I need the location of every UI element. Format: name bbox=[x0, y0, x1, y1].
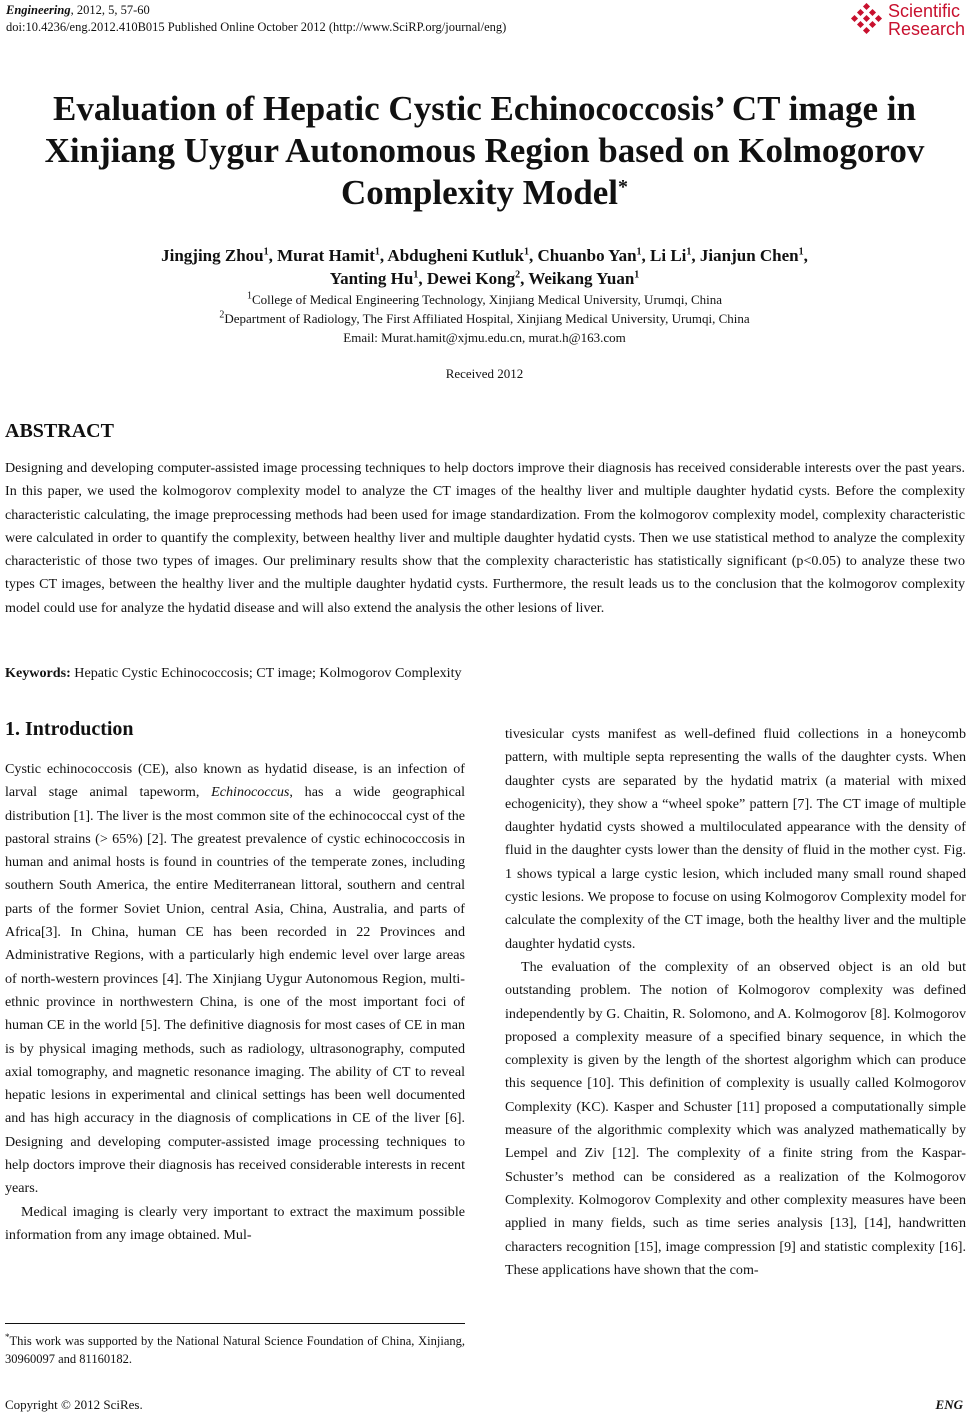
scirp-logo-icon bbox=[850, 3, 884, 37]
keywords-text: Hepatic Cystic Echinococcosis; CT image; Kolmogorov Complexity bbox=[70, 665, 462, 681]
paragraph: tivesicular cysts manifest as well-defined fluid collections in a honeycomb pattern, with multiple septa representing the walls of the daughter cysts. When daughter cysts are separated by the hydatid matrix (a material with mixed echogenicity), they show a “wheel spoke” pattern [7]. The CT image of multiple daughter hydatid cysts showed a multiloculated appearance with the density of fluid in the daughter cysts lower than the density of fluid in the mother cyst. Fig. 1 shows typical a large cystic lesion, which included many small round shaped cystic lesions. We propose to focuse on using Kolmogorov Complexity model for calculate the complexity of the CT image, both the healthy liver and the multiple daughter hydatid cysts. bbox=[505, 726, 966, 952]
affiliation: Department of Radiology, The First Affiliated Hospital, Xinjiang Medical University, Urumqi, China bbox=[224, 311, 750, 326]
copyright-footer: Copyright © 2012 SciRes. bbox=[5, 1397, 143, 1412]
author-list: Jingjing Zhou$^1$, Murat Hamit$^1$, Abdugheni Kutluk$^1$, Chuanbo Yan$^1$, Li Li$^1$, Jianjun Chen$^1$, Yanting Hu$^1$, Dewei Kong$^2$, Weikang Yuan$^1$ bbox=[161, 246, 808, 288]
title-footnote-mark: * bbox=[618, 176, 629, 198]
author-affiliation-mark: 1 bbox=[413, 269, 419, 281]
logo-line2: Research bbox=[887, 19, 965, 39]
journal-abbrev-footer: ENG bbox=[935, 1397, 963, 1412]
author-affiliation-mark: 1 bbox=[636, 246, 642, 258]
doi-line: doi:10.4236/eng.2012.410B015 Published Online October 2012 (http://www.SciRP.org/journal/eng) bbox=[6, 20, 507, 34]
paragraph: Cystic echinococcosis (CE), also known as hydatid disease, is an infection of larval stage animal tapeworm, Echinococcus, has a wide geographical distribution [1]. The liver is the most common site of the echinococcal cyst of the pastoral strains (> 65%) [2]. The greatest prevalence of cystic echinococcosis in human and animal hosts is found in countries of the temperate zones, including southern South America, the entire Mediterranean littoral, southern and central parts of the former Soviet Union, central Asia, China, Australia, and parts of Africa[3]. In China, human CE has been recorded in 22 Provinces and Administrative Regions, with a particularly high endemic level over large areas of north-western provinces [4]. The Xinjiang Uygur Autonomous Region, multi-ethnic province in northwestern China, is one of the most important foci of human CE in the world [5]. The definitive diagnosis for most cases of CE in man is by physical imaging methods, such as radiology, ultrasonography, computed axial tomography, and magnetic resonance imaging. The ability of CT to reveal hepatic lesions in experimental and clinical settings has been well documented and has high accuracy in the diagnosis of complications in CE of the liver [6]. Designing and developing computer-assisted image processing techniques to help doctors improve their diagnosis has received considerable interests in recent years. bbox=[5, 761, 465, 1197]
author: Jingjing Zhou bbox=[161, 246, 264, 265]
author-affiliation-mark: 1 bbox=[634, 269, 640, 281]
journal-name: Engineering bbox=[6, 3, 71, 17]
publisher-logo bbox=[850, 2, 965, 38]
title-line2: Xinjiang Uygur Autonomous Region based on Kolmogorov bbox=[44, 131, 925, 170]
paper-title bbox=[0, 88, 969, 214]
keywords-label: Keywords: bbox=[5, 665, 71, 681]
keywords bbox=[5, 665, 462, 682]
abstract-heading: ABSTRACT bbox=[5, 420, 114, 442]
paragraph: The evaluation of the complexity of an observed object is an old but outstanding problem. The notion of Kolmogorov complexity was defined independently by G. Chaitin, R. Solomono, and A. Kolmogorov [8]. Kolmogorov proposed a complexity measure of a specified binary sequence, in which the complexity is given by the length of the shortest algorighm which can produce this sequence [10]. This definition of complexity is usually called Kolmogorov Complexity (KC). Kasper and Schuster [11] proposed a computationally simple measure of the algorithmic complexity which was analyzed mathematically by Lempel and Ziv [12]. The complexity of a finite string from the Kaspar-Schuster’s method can be considered as a realization of the Kolmogorov Complexity. Kolmogorov Complexity and other complexity measures have been applied in many fields, such as time series analysis [13], [14], handwritten characters recognition [15], image compression [9] and statistic complexity [16]. These applications have shown that the com- bbox=[505, 958, 966, 1278]
title-line3: Complexity Model bbox=[340, 173, 619, 212]
journal-volume: , 2012, 5, 57-60 bbox=[70, 3, 150, 17]
received-date: Received 2012 bbox=[445, 366, 524, 381]
footnote-divider bbox=[5, 1323, 465, 1324]
affiliation: College of Medical Engineering Technology, Xinjiang Medical University, Urumqi, China bbox=[251, 292, 723, 307]
author: Yanting Hu bbox=[329, 269, 414, 288]
logo-line1: Scientific bbox=[887, 1, 960, 21]
right-column bbox=[505, 723, 966, 1282]
paragraph: Medical imaging is clearly very important to extract the maximum possible information from any image obtained. Mul- bbox=[5, 1203, 465, 1243]
author: Jianjun Chen bbox=[699, 246, 799, 265]
author-affiliation-mark: 2 bbox=[515, 269, 521, 281]
title-line1: Evaluation of Hepatic Cystic Echinococcosis’ CT image in bbox=[53, 89, 916, 128]
author-affiliation-mark: 1 bbox=[374, 246, 380, 258]
section-heading: 1. Introduction bbox=[5, 718, 134, 740]
author: Murat Hamit bbox=[277, 246, 375, 265]
email-line: Email: Murat.hamit@xjmu.edu.cn, murat.h@163.com bbox=[343, 330, 626, 345]
author: Li Li bbox=[650, 246, 687, 265]
author-affiliation-mark: 1 bbox=[523, 246, 529, 258]
footnote: *This work was supported by the National Natural Science Foundation of China, Xinjiang, 30960097 and 81160182. bbox=[5, 1332, 465, 1367]
author: Weikang Yuan bbox=[528, 269, 635, 288]
abstract-text: Designing and developing computer-assisted image processing techniques to help doctors improve their diagnosis has received considerable interests over the past years. In this paper, we used the kolmogorov complexity model to analyze the CT images of the healthy liver and multiple daughter hydatid cysts. Before the complexity characteristic calculating, the image preprocessing methods had been used for image standardization. From the kolmogorov complexity model, complexity characteristic were calculated in order to quantify the complexity, between healthy liver and multiple daughter hydatid cysts. Then we use statistical method to analyze the complexity characteristic of those two types of images. Our preliminary results show that the complexity characteristic has statistically significant (p<0.05) to analyze these two types CT images, between the healthy liver and the multiple daughter hydatid cysts. Furthermore, the result leads us to the conclusion that the kolmogorov complexity model could use for analyze the hydatid disease and will also extend the analysis the other lesions of liver. bbox=[5, 460, 965, 616]
author: Dewei Kong bbox=[426, 269, 516, 288]
journal-header bbox=[6, 2, 506, 36]
affiliations: $^1$College of Medical Engineering Technology, Xinjiang Medical University, Urumqi, China $^2$Department of Radiology, The First Affiliated Hospital, Xinjiang Medical University, Urumqi, China Email: Murat.hamit@xjmu.edu.cn, murat.h@163.com bbox=[0, 290, 969, 347]
author: Chuanbo Yan bbox=[537, 246, 637, 265]
author-affiliation-mark: 1 bbox=[798, 246, 804, 258]
author-affiliation-mark: 1 bbox=[686, 246, 692, 258]
left-column bbox=[5, 758, 465, 1247]
author: Abdugheni Kutluk bbox=[387, 246, 524, 265]
logo-text bbox=[888, 2, 965, 38]
author-affiliation-mark: 1 bbox=[263, 246, 269, 258]
